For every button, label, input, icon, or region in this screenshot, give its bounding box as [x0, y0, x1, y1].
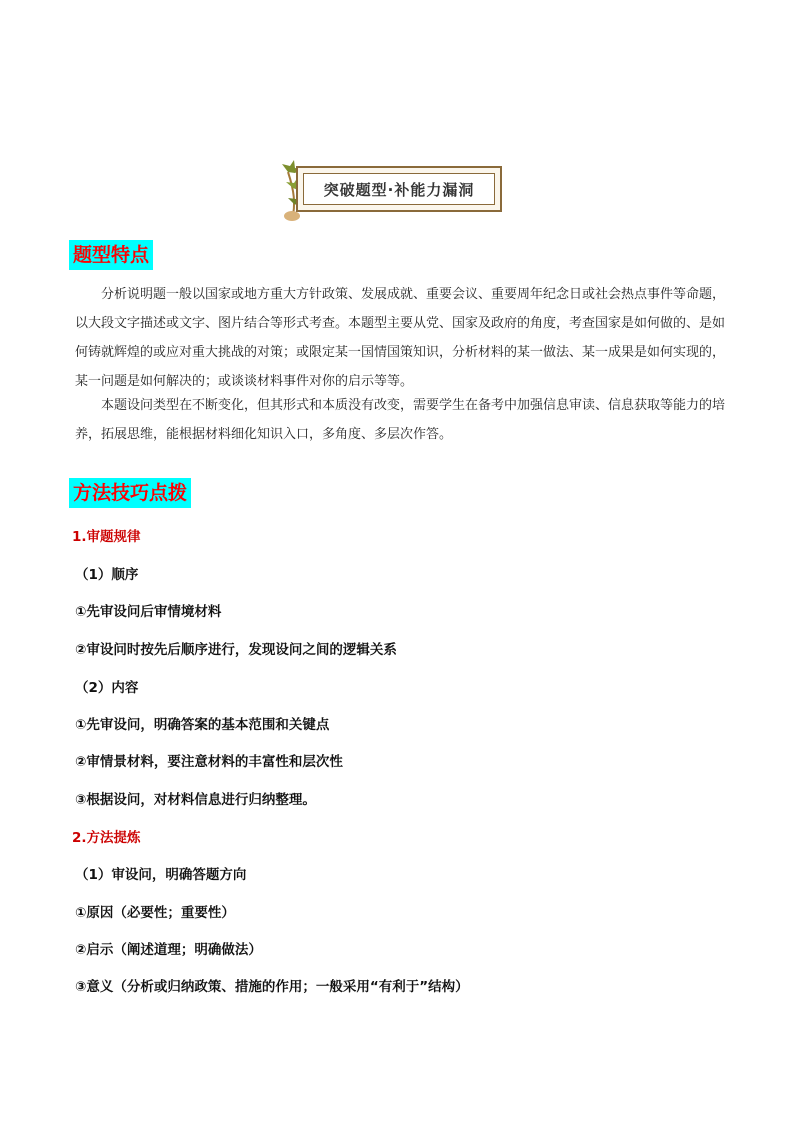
- method-subheading-question: （1）审设问，明确答题方向: [75, 867, 247, 883]
- banner-title: 突破题型·补能力漏洞: [303, 173, 495, 205]
- method-item: ①先审设问后审情境材料: [75, 604, 222, 620]
- method-heading-2: 2.方法提炼: [72, 830, 141, 846]
- method-item: ③根据设问，对材料信息进行归纳整理。: [75, 792, 316, 808]
- method-item: ①先审设问，明确答案的基本范围和关键点: [75, 717, 330, 733]
- banner-frame: [296, 166, 502, 212]
- features-paragraph-1: [75, 280, 725, 396]
- method-item: ②审情景材料，要注意材料的丰富性和层次性: [75, 754, 343, 770]
- method-heading-1: 1.审题规律: [72, 529, 141, 545]
- section-heading-methods: 方法技巧点拨: [69, 478, 191, 508]
- method-item: ③意义（分析或归纳政策、措施的作用；一般采用“有利于”结构）: [75, 979, 469, 995]
- features-paragraph-2-text: 本题设问类型在不断变化，但其形式和本质没有改变，需要学生在备考中加强信息审读、信息获取等能力的培养，拓展思维，能根据材料细化知识入口，多角度、多层次作答。: [75, 398, 726, 442]
- section-banner: [274, 160, 510, 220]
- method-subheading-order: （1）顺序: [75, 567, 139, 583]
- section-heading-features: 题型特点: [69, 240, 153, 270]
- features-paragraph-1-text: 分析说明题一般以国家或地方重大方针政策、发展成就、重要会议、重要周年纪念日或社会热点事件等命题，以大段文字描述或文字、图片结合等形式考查。本题型主要从党、国家及政府的角度，考查国家是如何做的、是如何铸就辉煌的或应对重大挑战的对策；或限定某一国情国策知识，分析材料的某一做法、某一成果是如何实现的，某一问题是如何解决的；或谈谈材料事件对你的启示等等。: [75, 287, 726, 389]
- features-paragraph-2: [75, 391, 725, 449]
- method-item: ②启示（阐述道理；明确做法）: [75, 942, 262, 958]
- method-item: ②审设问时按先后顺序进行，发现设问之间的逻辑关系: [75, 642, 397, 658]
- method-subheading-content: （2）内容: [75, 680, 139, 696]
- method-item: ①原因（必要性；重要性）: [75, 905, 235, 921]
